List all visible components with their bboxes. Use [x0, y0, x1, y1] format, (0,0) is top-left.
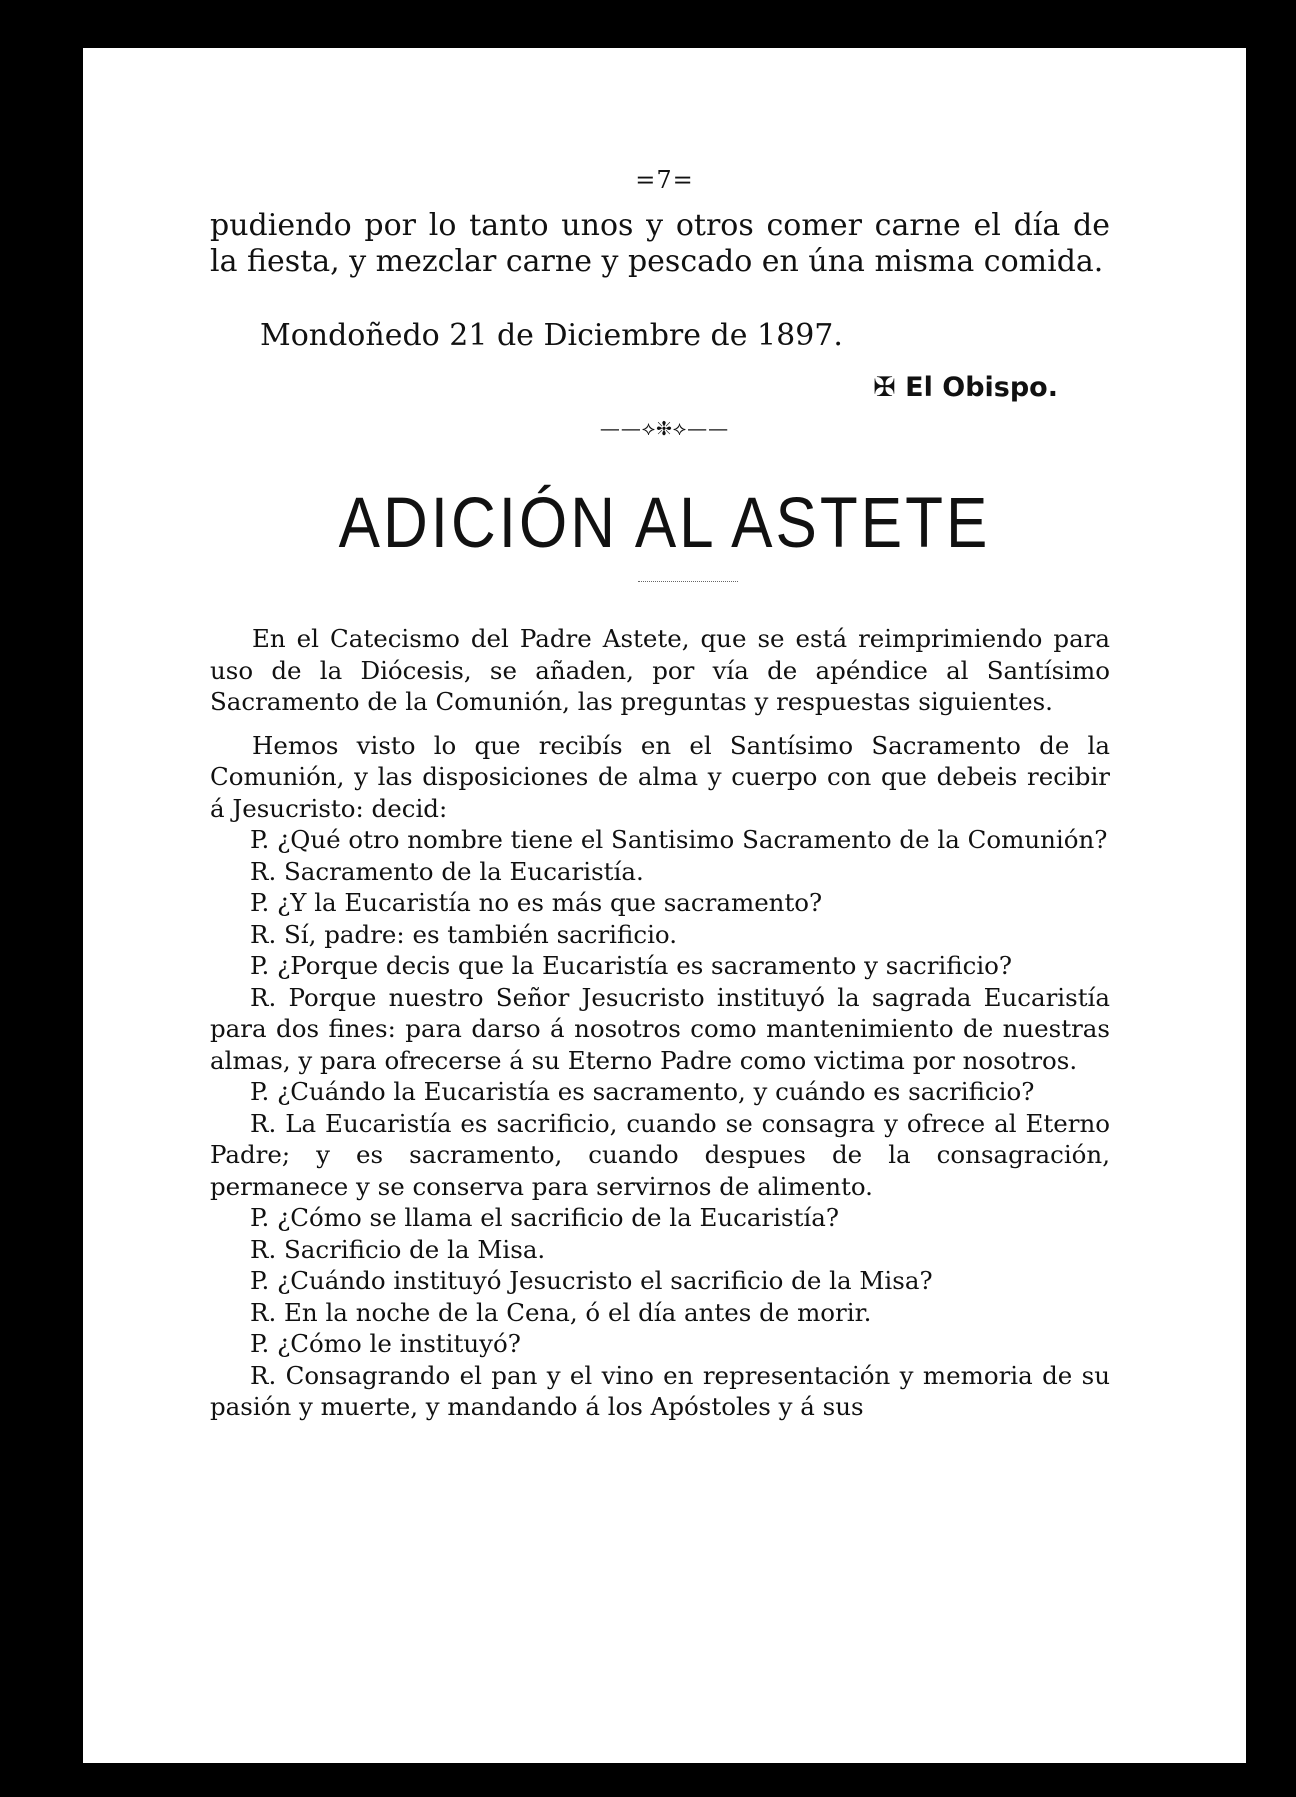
qa-line: P. ¿Qué otro nombre tiene el Santisimo Sacramento de la Comunión?: [250, 825, 1108, 854]
ornament-divider: ——⟡❈⟡——: [599, 416, 730, 440]
qa-line: R. Sacrificio de la Misa.: [250, 1234, 546, 1264]
qa-line: R. Sí, padre: es también sacrificio.: [250, 919, 678, 949]
continuation-text: pudiendo por lo tanto unos y otros comer carne el día de la fiesta, y mezclar carne y pescado en úna misma comida.: [210, 208, 1110, 279]
signature: ✠ El Obispo.: [873, 372, 1058, 403]
qa-line: P. ¿Cómo le instituyó?: [250, 1329, 521, 1358]
document-page: [83, 48, 1246, 1763]
page-title: ADICIÓN AL ASTETE: [338, 483, 991, 564]
qa-line: P. ¿Cómo se llama el sacrificio de la Eucaristía?: [250, 1203, 840, 1232]
qa-line: R. Porque nuestro Señor Jesucristo instituyó la sagrada Eucaristía para dos fines: para darso á nosotros como mantenimiento de nuestras almas, y para ofrecerse á su Eterno Padre como victima por nosotros.: [210, 982, 1110, 1075]
qa-line: P. ¿Y la Eucaristía no es más que sacramento?: [250, 888, 823, 917]
intro-paragraph: Hemos visto lo que recibís en el Santísimo Sacramento de la Comunión, y las disposiciones de alma y cuerpo con que debeis recibir á Jesucristo: decid:: [210, 730, 1110, 823]
qa-line: R. La Eucaristía es sacrificio, cuando se consagra y ofrece al Eterno Padre; y es sacramento, cuando despues de la consagración, permanece y se conserva para servirnos de alimento.: [210, 1108, 1110, 1201]
intro-paragraph: En el Catecismo del Padre Astete, que se está reimprimiendo para uso de la Diócesis, se añaden, por vía de apéndice al Santísimo Sacramento de la Comunión, las preguntas y respuestas siguientes.: [210, 624, 1110, 716]
qa-line: R. En la noche de la Cena, ó el día antes de morir.: [250, 1297, 872, 1327]
qa-line: R. Sacramento de la Eucaristía.: [250, 856, 644, 886]
qa-line: P. ¿Cuándo instituyó Jesucristo el sacrificio de la Misa?: [250, 1266, 933, 1295]
date-line: Mondoñedo 21 de Diciembre de 1897.: [260, 318, 843, 353]
scan-edge-mark: [70, 1418, 73, 1498]
qa-line: R. Consagrando el pan y el vino en representación y memoria de su pasión y muerte, y mandando á los Apóstoles y á sus: [210, 1360, 1110, 1421]
body-text: [210, 623, 1110, 1423]
qa-line: P. ¿Cuándo la Eucaristía es sacramento, y cuándo es sacrificio?: [250, 1077, 1035, 1106]
title-underline: [638, 581, 738, 582]
scan-edge-mark: [67, 208, 70, 268]
page-number: =7=: [635, 166, 694, 194]
qa-line: P. ¿Porque decis que la Eucaristía es sacramento y sacrificio?: [250, 951, 1013, 980]
